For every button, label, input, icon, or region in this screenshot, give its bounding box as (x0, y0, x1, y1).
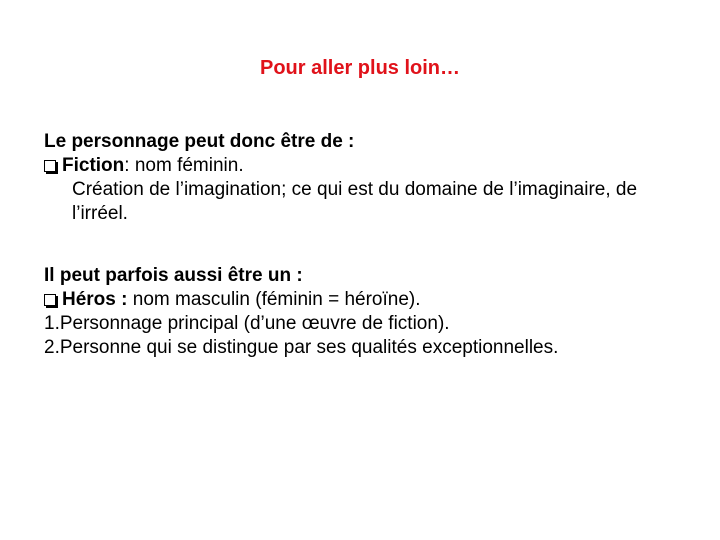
meaning-2: 2.Personne qui se distingue par ses qualités exceptionnelles. (44, 337, 559, 358)
fiction-item (44, 154, 694, 178)
spacer (44, 226, 694, 264)
section1-intro: Le personnage peut donc être de : (44, 131, 355, 152)
checkbox-bullet-icon (44, 160, 56, 172)
heros-item (44, 288, 694, 312)
meaning-1: 1.Personnage principal (d’une œuvre de fiction). (44, 313, 450, 334)
slide-body (44, 130, 694, 360)
heros-term: Héros : (62, 289, 128, 310)
fiction-definition: : nom féminin. (124, 155, 244, 176)
section2-intro: Il peut parfois aussi être un : (44, 265, 303, 286)
heros-definition: nom masculin (féminin = héroïne). (127, 289, 421, 310)
checkbox-bullet-icon (44, 294, 56, 306)
slide-title: Pour aller plus loin… (259, 57, 461, 79)
fiction-term: Fiction (62, 155, 125, 176)
fiction-explanation: Création de l’imagination; ce qui est du domaine de l’imaginaire, de l’irréel. (72, 179, 638, 224)
